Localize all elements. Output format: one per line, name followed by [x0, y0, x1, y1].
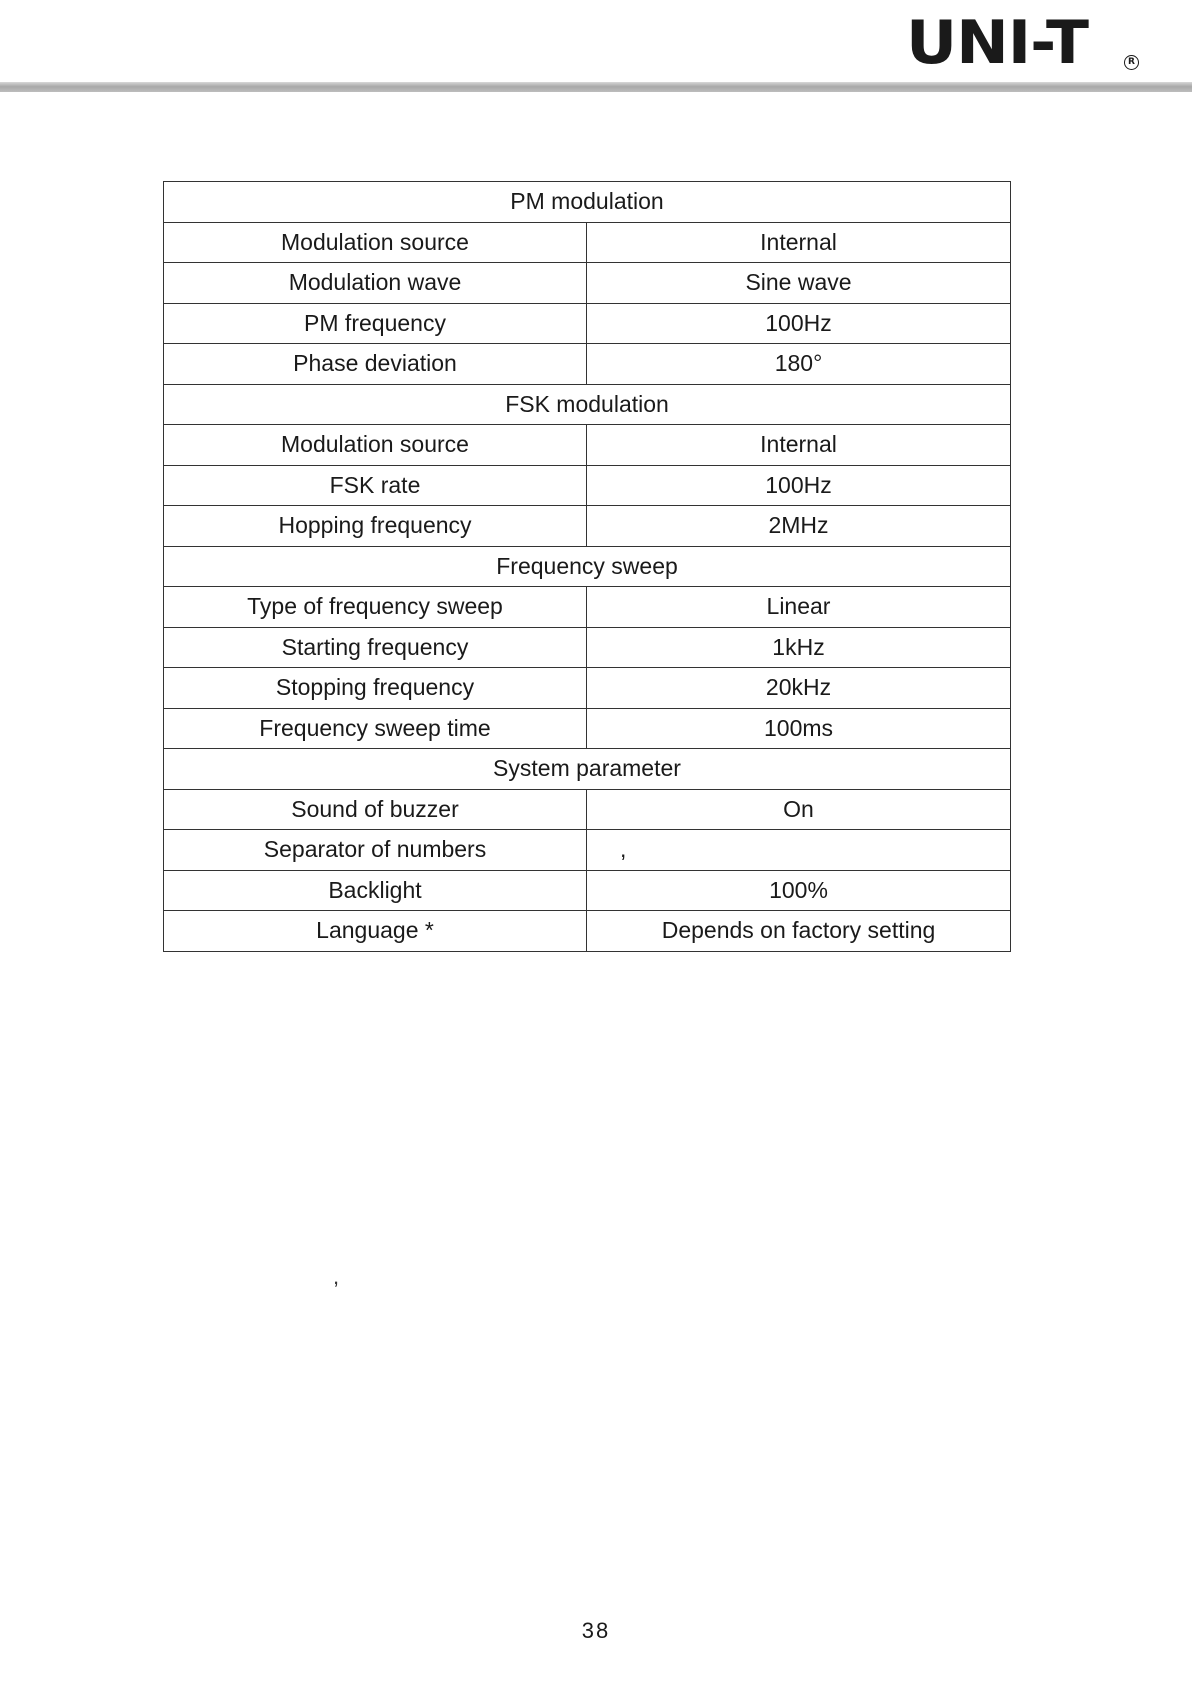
row-value: Sine wave: [587, 263, 1011, 304]
table-row: [164, 222, 1011, 263]
spec-table: [163, 181, 1011, 952]
row-value: Internal: [587, 425, 1011, 466]
logo-text: UNI-T: [906, 8, 1088, 78]
row-label: Stopping frequency: [164, 668, 587, 709]
section-header-system: [164, 749, 1011, 790]
table-row: [164, 263, 1011, 304]
row-label: Language *: [164, 911, 587, 952]
row-value: 100%: [587, 870, 1011, 911]
table-row: [164, 911, 1011, 952]
table-row: [164, 587, 1011, 628]
section-header-fsk: [164, 384, 1011, 425]
row-label: Separator of numbers: [164, 830, 587, 871]
section-header-pm: [164, 182, 1011, 223]
section-header-sweep: [164, 546, 1011, 587]
row-label: Type of frequency sweep: [164, 587, 587, 628]
row-value: Depends on factory setting: [587, 911, 1011, 952]
row-label: PM frequency: [164, 303, 587, 344]
table-row: [164, 708, 1011, 749]
section-title: Frequency sweep: [164, 546, 1011, 587]
row-value: 100ms: [587, 708, 1011, 749]
row-label: Modulation wave: [164, 263, 587, 304]
row-label: Sound of buzzer: [164, 789, 587, 830]
row-value: Linear: [587, 587, 1011, 628]
row-value: On: [587, 789, 1011, 830]
row-label: Hopping frequency: [164, 506, 587, 547]
row-label: Modulation source: [164, 425, 587, 466]
table-row: [164, 668, 1011, 709]
row-label: Phase deviation: [164, 344, 587, 385]
row-value: 2MHz: [587, 506, 1011, 547]
row-value: 1kHz: [587, 627, 1011, 668]
section-title: PM modulation: [164, 182, 1011, 223]
header-divider: [0, 82, 1192, 92]
registered-mark-icon: R: [1124, 55, 1139, 70]
row-label: Frequency sweep time: [164, 708, 587, 749]
table-row: [164, 627, 1011, 668]
page-number: 38: [581, 1618, 611, 1643]
row-value: 20kHz: [587, 668, 1011, 709]
section-title: System parameter: [164, 749, 1011, 790]
row-label: Starting frequency: [164, 627, 587, 668]
table-row: [164, 344, 1011, 385]
table-row: [164, 425, 1011, 466]
row-value: ,: [587, 830, 1011, 871]
table-row: [164, 506, 1011, 547]
row-value: 100Hz: [587, 303, 1011, 344]
table-row: [164, 789, 1011, 830]
row-label: Backlight: [164, 870, 587, 911]
table-row: [164, 303, 1011, 344]
row-value: 100Hz: [587, 465, 1011, 506]
row-value: Internal: [587, 222, 1011, 263]
row-label: FSK rate: [164, 465, 587, 506]
row-value: 180°: [587, 344, 1011, 385]
table-row: [164, 870, 1011, 911]
stray-mark: ,: [333, 1264, 340, 1289]
brand-logo: [906, 8, 1152, 78]
section-title: FSK modulation: [164, 384, 1011, 425]
row-label: Modulation source: [164, 222, 587, 263]
table-row: [164, 830, 1011, 871]
table-row: [164, 465, 1011, 506]
